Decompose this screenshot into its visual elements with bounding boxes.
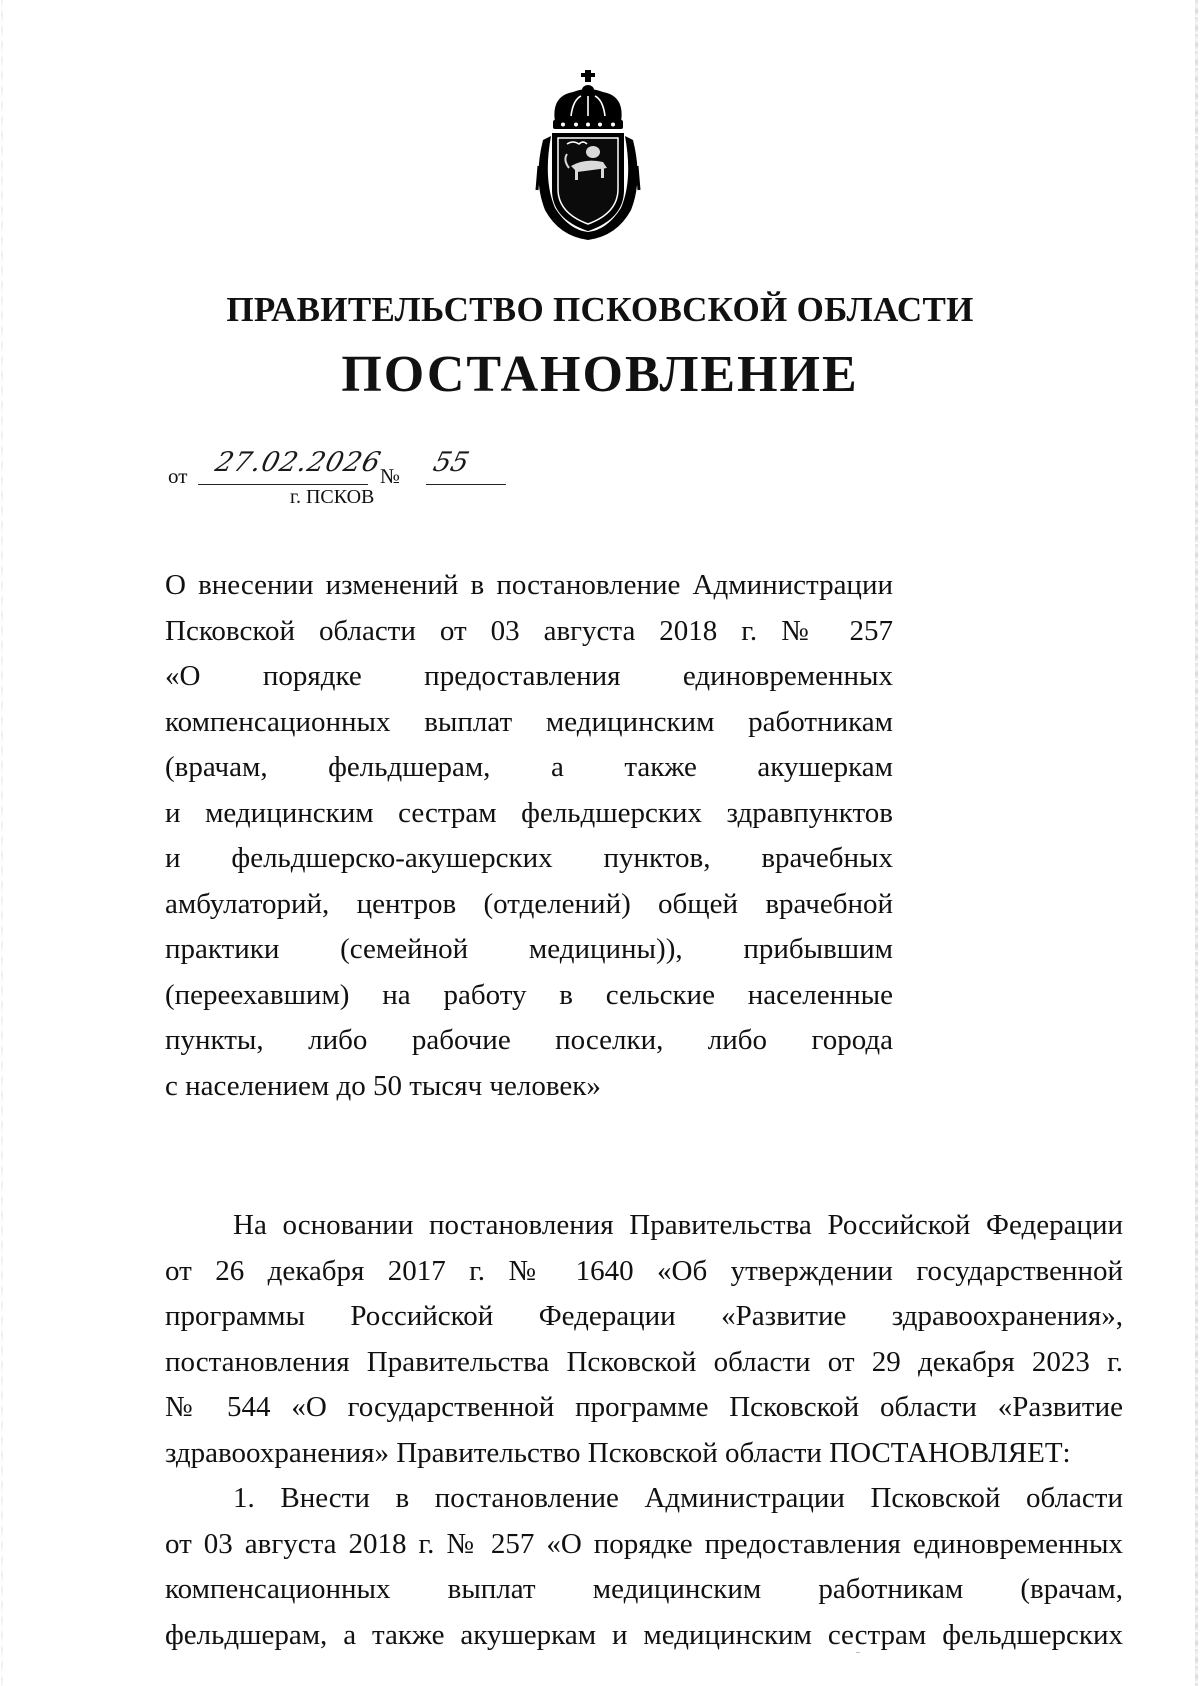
scan-edge-right bbox=[1195, 0, 1198, 1686]
organization-title: ПРАВИТЕЛЬСТВО ПСКОВСКОЙ ОБЛАСТИ bbox=[226, 290, 974, 329]
subject-line: амбулаторий, центров (отделений) общей врачебной bbox=[165, 887, 893, 920]
subject-line: Псковской области от 03 августа 2018 г. № 257 bbox=[165, 614, 893, 647]
handwritten-date: 27.02.2026 bbox=[212, 447, 385, 478]
subject-line: компенсационных выплат медицинским работникам bbox=[165, 705, 893, 738]
document-subject bbox=[165, 563, 893, 1109]
city-label: г. ПСКОВ bbox=[290, 486, 375, 508]
subject-line: и фельдшерско-акушерских пунктов, врачебных bbox=[165, 842, 893, 874]
body-line: постановления Правительства Псковской области от 29 декабря 2023 г. bbox=[165, 1345, 1123, 1378]
date-field bbox=[198, 447, 385, 485]
scan-edge-left bbox=[1, 0, 3, 1686]
date-prefix-label: от bbox=[168, 464, 188, 488]
coat-of-arms-icon bbox=[533, 70, 643, 242]
body-line: от 03 августа 2018 г. № 257 «О порядке предоставления единовременных bbox=[165, 1527, 1123, 1560]
handwritten-number: 55 bbox=[430, 447, 473, 478]
subject-line: О внесении изменений в постановление Администрации bbox=[165, 569, 893, 601]
body-line: компенсационных выплат медицинским работникам (врачам, bbox=[165, 1573, 1123, 1605]
body-line: № 544 «О государственной программе Псковской области «Развитие bbox=[165, 1391, 1123, 1423]
number-label: № bbox=[380, 464, 401, 488]
document-body bbox=[165, 1203, 1123, 1658]
body-line: фельдшерам, а также акушеркам и медицинским сестрам фельдшерских bbox=[165, 1618, 1123, 1651]
subject-line: (переехавшим) на работу в сельские населенные bbox=[165, 978, 893, 1011]
subject-line: пункты, либо рабочие поселки, либо города bbox=[165, 1024, 893, 1056]
body-line: 1. Внести в постановление Администрации Псковской области bbox=[233, 1482, 1123, 1514]
body-line: здравоохранения» Правительство Псковской области ПОСТАНОВЛЯЕТ: bbox=[165, 1436, 1071, 1469]
body-line: от 26 декабря 2017 г. № 1640 «Об утверждении государственной bbox=[165, 1254, 1123, 1287]
subject-line: с населением до 50 тысяч человек» bbox=[165, 1069, 601, 1102]
document-type-title: ПОСТАНОВЛЕНИЕ bbox=[341, 346, 859, 403]
number-field bbox=[426, 447, 506, 485]
body-line: программы Российской Федерации «Развитие здравоохранения», bbox=[165, 1300, 1123, 1332]
subject-line: «О порядке предоставления единовременных bbox=[165, 660, 893, 692]
subject-line: (врачам, фельдшерам, а также акушеркам bbox=[165, 751, 893, 783]
scan-speck bbox=[856, 1652, 860, 1653]
subject-line: практики (семейной медицины)), прибывшим bbox=[165, 933, 893, 965]
subject-line: и медицинским сестрам фельдшерских здравпунктов bbox=[165, 796, 893, 829]
body-line: На основании постановления Правительства Российской Федерации bbox=[233, 1209, 1123, 1241]
